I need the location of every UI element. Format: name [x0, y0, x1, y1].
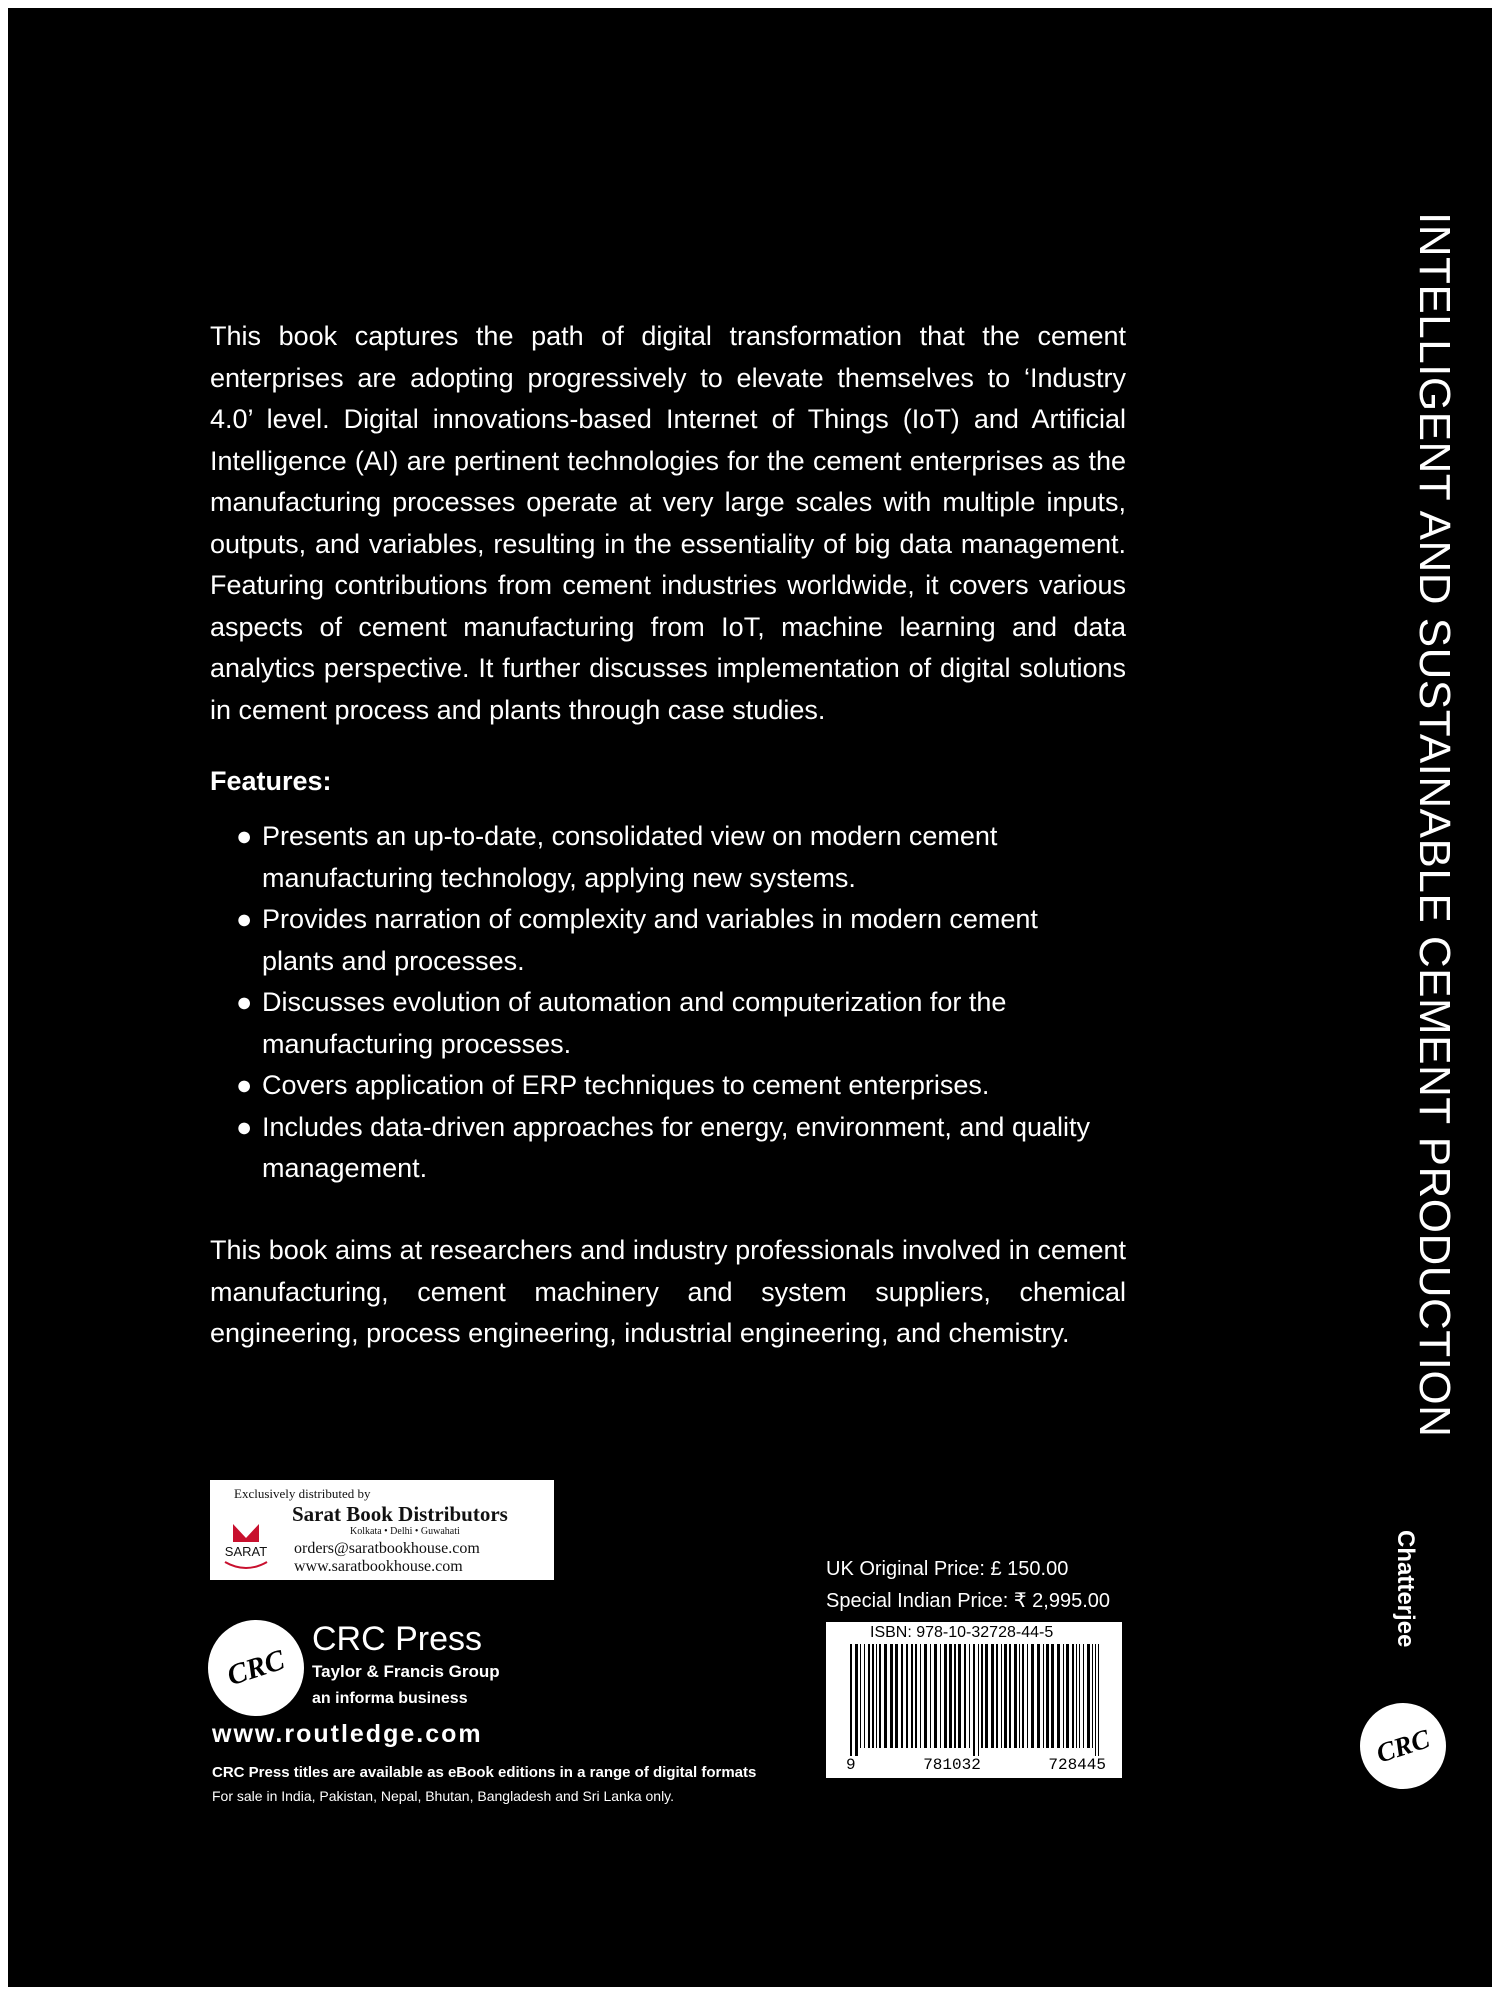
barcode-bar	[1009, 1644, 1011, 1748]
barcode-icon	[848, 1644, 1104, 1756]
barcode-bar	[860, 1644, 861, 1748]
barcode-bar	[1019, 1644, 1020, 1748]
feature-item	[236, 899, 1106, 982]
feature-text: Includes data-driven approaches for energy, environment, and quality management.	[262, 1111, 1090, 1183]
barcode-bar	[1076, 1644, 1077, 1748]
publisher-informa: an informa business	[312, 1690, 468, 1707]
back-panel	[8, 8, 1298, 1987]
feature-item	[236, 816, 1106, 899]
barcode-digit-group: 9	[846, 1756, 856, 1774]
feature-item	[236, 982, 1106, 1065]
uk-price: UK Original Price: £ 150.00	[826, 1558, 1069, 1580]
barcode-bar	[934, 1644, 937, 1748]
barcode-bar	[1022, 1644, 1024, 1748]
barcode-bar	[964, 1644, 966, 1748]
sale-territory-note: For sale in India, Pakistan, Nepal, Bhutan, Bangladesh and Sri Lanka only.	[212, 1788, 675, 1804]
distributor-cities: Kolkata • Delhi • Guwahati	[350, 1526, 460, 1537]
sarat-logo-icon	[217, 1514, 275, 1572]
barcode-bar	[1072, 1644, 1074, 1748]
barcode-bar	[1027, 1644, 1028, 1748]
barcode-bar	[864, 1644, 865, 1748]
barcode-bar	[1051, 1644, 1054, 1748]
distributor-website[interactable]: www.saratbookhouse.com	[294, 1558, 463, 1575]
publisher-website[interactable]: www.routledge.com	[212, 1720, 483, 1748]
indian-price: Special Indian Price: ₹ 2,995.00	[826, 1590, 1111, 1612]
barcode-digits	[846, 1756, 1106, 1774]
barcode-digit-group: 728445	[1048, 1756, 1106, 1774]
barcode-bar	[981, 1644, 983, 1748]
barcode-bar	[978, 1644, 979, 1756]
barcode-bar	[958, 1644, 961, 1748]
barcode-digit-group: 781032	[923, 1756, 981, 1774]
barcode-bar	[973, 1644, 975, 1756]
barcode-bar	[1037, 1644, 1040, 1748]
barcode-bar	[1095, 1644, 1096, 1756]
isbn-barcode-box	[826, 1622, 1122, 1778]
bullet-icon: ●	[236, 1070, 253, 1100]
barcode-bar	[991, 1644, 994, 1748]
barcode-bar	[1083, 1644, 1084, 1748]
feature-text: Presents an up-to-date, consolidated view on modern cement manufacturing technology, applying new systems.	[262, 821, 998, 893]
barcode-bar	[940, 1644, 941, 1748]
barcode-bar	[879, 1644, 881, 1748]
barcode-bar	[1031, 1644, 1034, 1748]
book-back-cover	[8, 8, 1492, 1987]
crc-logo-icon	[208, 1620, 304, 1716]
barcode-bar	[872, 1644, 874, 1748]
barcode-bar	[996, 1644, 998, 1748]
barcode-bar	[920, 1644, 921, 1748]
distributor-name: Sarat Book Distributors	[292, 1502, 508, 1526]
feature-text: Provides narration of complexity and variables in modern cement plants and processes.	[262, 904, 1038, 976]
barcode-bar	[1057, 1644, 1060, 1748]
barcode-bar	[924, 1644, 927, 1748]
spine-title: INTELLIGENT AND SUSTAINABLE CEMENT PRODUCTION	[1410, 212, 1459, 1438]
publisher-group: Taylor & Francis Group	[312, 1662, 500, 1681]
barcode-bar	[1001, 1644, 1002, 1748]
feature-item	[236, 1065, 1106, 1107]
feature-item	[236, 1107, 1106, 1190]
book-spine	[1298, 8, 1492, 1987]
barcode-bar	[1066, 1644, 1069, 1748]
barcode-bar	[944, 1644, 947, 1748]
bullet-icon: ●	[236, 987, 253, 1017]
sarat-logo-text: SARAT	[224, 1544, 268, 1559]
barcode-bar	[1043, 1644, 1044, 1748]
barcode-bar	[915, 1644, 917, 1748]
barcode-bar	[1014, 1644, 1017, 1748]
barcode-bar	[906, 1644, 908, 1748]
distributor-box	[210, 1480, 554, 1580]
barcode-bar	[876, 1644, 877, 1748]
feature-text: Discusses evolution of automation and computerization for the manufacturing processes.	[262, 987, 1007, 1059]
barcode-bar	[850, 1644, 852, 1756]
feature-text: Covers application of ERP techniques to cement enterprises.	[262, 1070, 990, 1100]
description-paragraph: This book captures the path of digital transformation that the cement enterprises are adopting progressively to elevate themselves to ‘Industry 4.0’ level. Digital innovations-based Internet of Things (IoT) and Artificial Intelligence (AI) are pertinent technologies for the cement enterprises as the manufacturing processes operate at very large scales with multiple inputs, outputs, and variables, resulting in the essentiality of big data management. Featuring contributions from cement industries worldwide, it covers various aspects of cement manufacturing from IoT, machine learning and data analytics perspective. It further discusses implementation of digital solutions in cement process and plants through case studies.	[210, 321, 1126, 725]
distributor-label: Exclusively distributed by	[234, 1486, 371, 1501]
barcode-bar	[1004, 1644, 1007, 1748]
barcode-bar	[868, 1644, 870, 1748]
spine-author: Chatterjee	[1392, 1530, 1419, 1648]
spine-crc-logo-text: CRC	[1372, 1722, 1434, 1769]
barcode-bar	[985, 1644, 988, 1748]
barcode-bar	[1079, 1644, 1080, 1748]
bullet-icon: ●	[236, 1111, 253, 1142]
ebook-note: CRC Press titles are available as eBook editions in a range of digital formats	[212, 1764, 757, 1781]
barcode-bar	[884, 1644, 887, 1748]
barcode-bar	[969, 1644, 970, 1748]
barcode-bar	[930, 1644, 931, 1748]
bullet-icon: ●	[236, 821, 253, 851]
features-heading: Features:	[210, 766, 332, 796]
isbn-label: ISBN: 978-10-32728-44-5	[870, 1624, 1054, 1641]
audience-paragraph: This book aims at researchers and industry professionals involved in cement manufacturing, cement machinery and system suppliers, chemical engineering, process engineering, industrial engineering, and chemistry.	[210, 1235, 1126, 1348]
features-list	[236, 816, 1106, 1190]
barcode-bar	[1087, 1644, 1090, 1748]
barcode-bar	[949, 1644, 952, 1748]
barcode-bar	[1063, 1644, 1064, 1748]
spine-crc-logo-icon	[1360, 1703, 1446, 1789]
barcode-bar	[954, 1644, 956, 1748]
barcode-bar	[895, 1644, 898, 1748]
publisher-name: CRC Press	[312, 1620, 483, 1658]
crc-logo-text: CRC	[223, 1643, 289, 1692]
barcode-bar	[901, 1644, 903, 1748]
distributor-email[interactable]: orders@saratbookhouse.com	[294, 1540, 480, 1557]
barcode-bar	[890, 1644, 893, 1748]
barcode-bar	[911, 1644, 913, 1748]
barcode-bar	[1092, 1644, 1093, 1748]
barcode-bar	[1098, 1644, 1099, 1756]
barcode-bar	[1046, 1644, 1049, 1748]
bullet-icon: ●	[236, 904, 253, 934]
barcode-bar	[855, 1644, 858, 1756]
